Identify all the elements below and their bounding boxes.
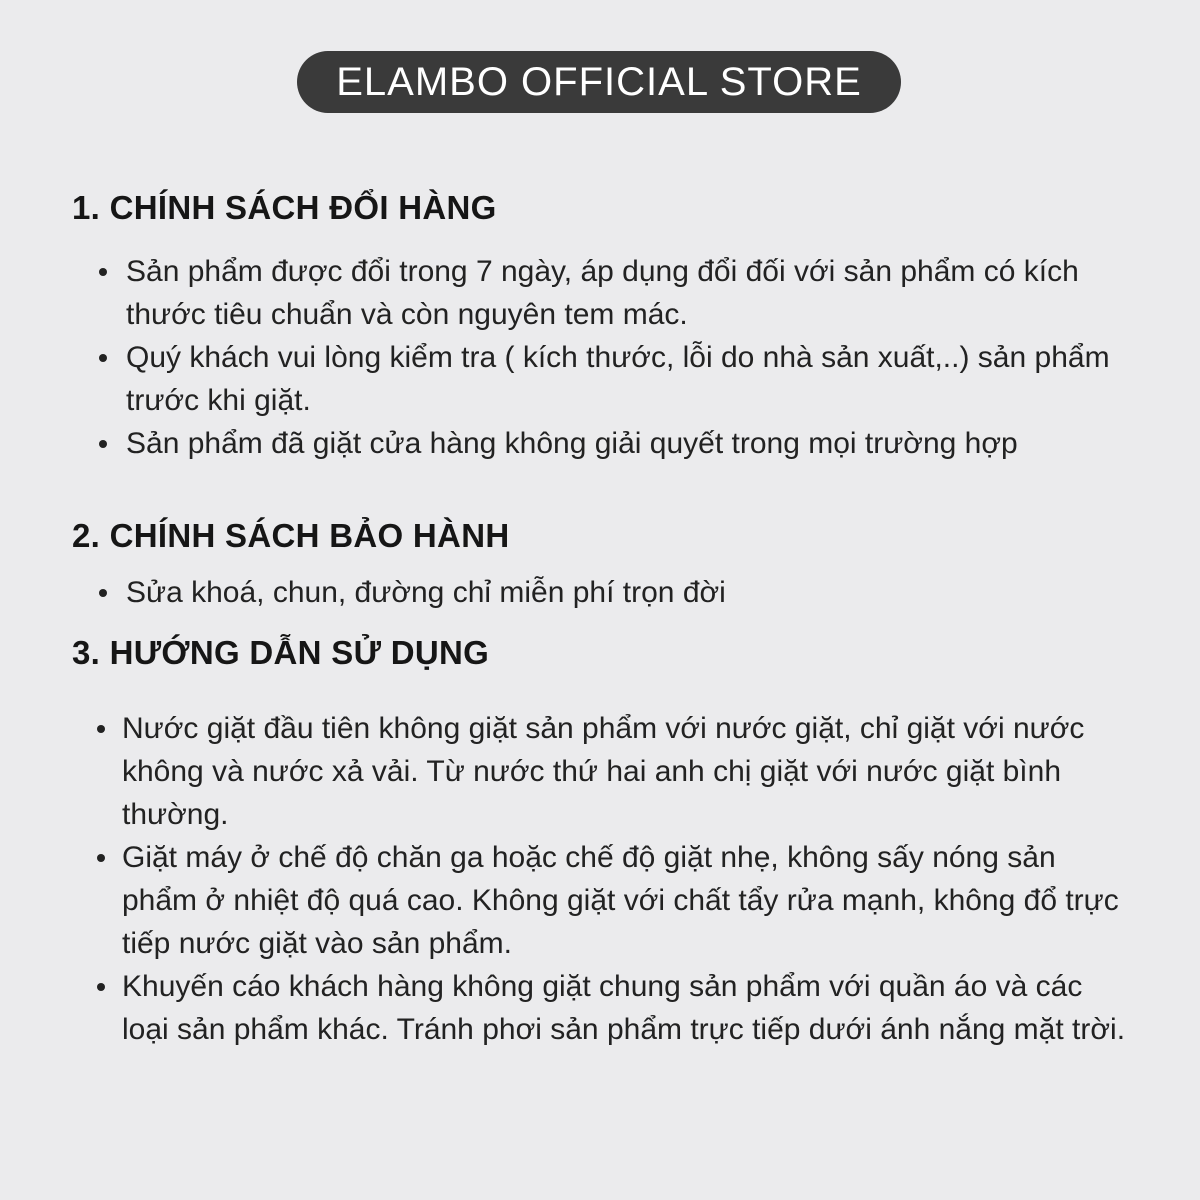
list-item: Quý khách vui lòng kiểm tra ( kích thước, lỗi do nhà sản xuất,..) sản phẩm trước khi giặt. [72, 336, 1132, 422]
usage-guide-heading: 3. HƯỚNG DẪN SỬ DỤNG [72, 634, 490, 671]
list-item: Sản phẩm đã giặt cửa hàng không giải quyết trong mọi trường hợp [72, 422, 1132, 465]
exchange-policy-section [72, 188, 1132, 465]
store-name-badge: ELAMBO OFFICIAL STORE [297, 51, 901, 113]
usage-guide-list [72, 707, 1132, 1051]
list-item: Nước giặt đầu tiên không giặt sản phẩm với nước giặt, chỉ giặt với nước không và nước xả vải. Từ nước thứ hai anh chị giặt với nước giặt bình thường. [72, 707, 1132, 836]
list-item: Khuyến cáo khách hàng không giặt chung sản phẩm với quần áo và các loại sản phẩm khác. Tránh phơi sản phẩm trực tiếp dưới ánh nắng mặt trời. [72, 965, 1132, 1051]
warranty-policy-section [72, 516, 1132, 614]
list-item: Sản phẩm được đổi trong 7 ngày, áp dụng đổi đối với sản phẩm có kích thước tiêu chuẩn và còn nguyên tem mác. [72, 250, 1132, 336]
list-item: Giặt máy ở chế độ chăn ga hoặc chế độ giặt nhẹ, không sấy nóng sản phẩm ở nhiệt độ quá cao. Không giặt với chất tẩy rửa mạnh, không đổ trực tiếp nước giặt vào sản phẩm. [72, 836, 1132, 965]
usage-guide-section [72, 633, 1132, 1051]
warranty-policy-heading: 2. CHÍNH SÁCH BẢO HÀNH [72, 517, 510, 554]
warranty-policy-list [72, 571, 1132, 614]
exchange-policy-heading: 1. CHÍNH SÁCH ĐỔI HÀNG [72, 189, 497, 226]
list-item: Sửa khoá, chun, đường chỉ miễn phí trọn đời [72, 571, 1132, 614]
exchange-policy-list [72, 250, 1132, 465]
